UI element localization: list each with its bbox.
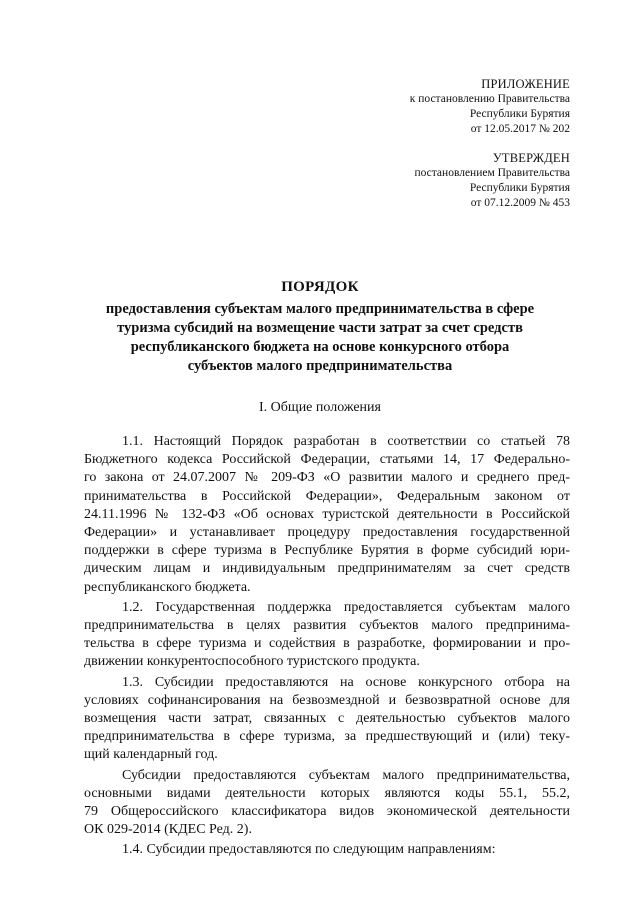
appendix-title: ПРИЛОЖЕНИЕ xyxy=(481,77,570,91)
body-text xyxy=(84,433,570,862)
paragraph-line: республиканского бюджета. xyxy=(84,579,251,595)
approved-title: УТВЕРЖДЕН xyxy=(492,151,570,165)
paragraph-line: 24.11.1996 № 132-ФЗ «Об основах туристской деятельности в Российской xyxy=(84,506,570,522)
paragraph-line: 79 Общероссийского классификатора видов экономической деятельности xyxy=(84,804,570,820)
document-subtitle-line: туризма субсидий на возмещение части затрат за счет средств xyxy=(117,320,523,336)
paragraph-line: тельства в сфере туризма и содействия в разработке, формировании и про- xyxy=(84,636,570,652)
approved-line: постановлением Правительства xyxy=(414,167,570,179)
document-subtitle-line: субъектов малого предпринимательства xyxy=(187,358,453,374)
paragraph-line: 1.2. Государственная поддержка предоставляется субъектам малого xyxy=(122,599,570,615)
paragraph xyxy=(84,433,570,597)
paragraph-line: предпринимательства в сфере туризма, за предшествующий и (или) теку- xyxy=(84,729,570,745)
paragraph-line: 1.3. Субсидии предоставляются на основе конкурсного отбора на xyxy=(122,674,570,690)
document-title-main: ПОРЯДОК xyxy=(281,279,359,295)
paragraph-line: предпринимательства в целях развития субъектов малого предпринима- xyxy=(84,618,570,634)
paragraph-line: Бюджетного кодекса Российской Федерации, статьями 14, 17 Федерально- xyxy=(84,452,570,468)
paragraph-line: основными видами деятельности которых являются коды 55.1, 55.2, xyxy=(84,785,570,801)
approved-line: Республики Бурятия xyxy=(469,182,570,194)
paragraph-line: движении конкурентоспособного туристского продукта. xyxy=(84,654,420,670)
approved-header xyxy=(414,151,570,211)
paragraph-line: 1.4. Субсидии предоставляются по следующим направлениям: xyxy=(122,842,496,858)
paragraph xyxy=(84,767,570,840)
paragraph-line: 1.1. Настоящий Порядок разработан в соответствии со статьей 78 xyxy=(122,434,570,449)
appendix-header xyxy=(410,77,570,137)
paragraph-line: ОК 029-2014 (КДЕС Ред. 2). xyxy=(84,822,252,838)
paragraph xyxy=(84,841,570,859)
paragraph-line: Федерации» и устанавливает процедуру предоставления государственной xyxy=(84,525,570,541)
paragraph-line: го закона от 24.07.2007 № 209-ФЗ «О развитии малого и среднего пред- xyxy=(84,470,570,486)
section-heading: I. Общие положения xyxy=(259,400,381,415)
document-title xyxy=(0,278,640,376)
paragraph-line: возмещения части затрат, связанных с деятельностью субъектов малого xyxy=(84,711,570,727)
document-subtitle-line: предоставления субъектам малого предпринимательства в сфере xyxy=(105,301,535,317)
paragraph xyxy=(84,599,570,672)
appendix-line: от 12.05.2017 № 202 xyxy=(470,123,570,135)
appendix-line: к постановлению Правительства xyxy=(409,93,570,105)
paragraph-line: принимательства в Российской Федерации», Федеральным законом от xyxy=(84,488,570,504)
paragraph-line: поддержки в сфере туризма в Республике Бурятия в форме субсидий юри- xyxy=(84,543,570,559)
appendix-line: Республики Бурятия xyxy=(469,108,570,120)
document-subtitle-line: республиканского бюджета на основе конкурсного отбора xyxy=(130,339,510,355)
paragraph-line: условиях софинансирования на безвозмездной и безвозвратной основе для xyxy=(84,692,570,708)
approved-line: от 07.12.2009 № 453 xyxy=(470,197,570,209)
paragraph-line: Субсидии предоставляются субъектам малого предпринимательства, xyxy=(122,767,570,783)
paragraph-line: щий календарный год. xyxy=(84,747,218,763)
paragraph xyxy=(84,674,570,765)
paragraph-line: дическим лицам и индивидуальным предпринимателям за счет средств xyxy=(84,561,570,577)
